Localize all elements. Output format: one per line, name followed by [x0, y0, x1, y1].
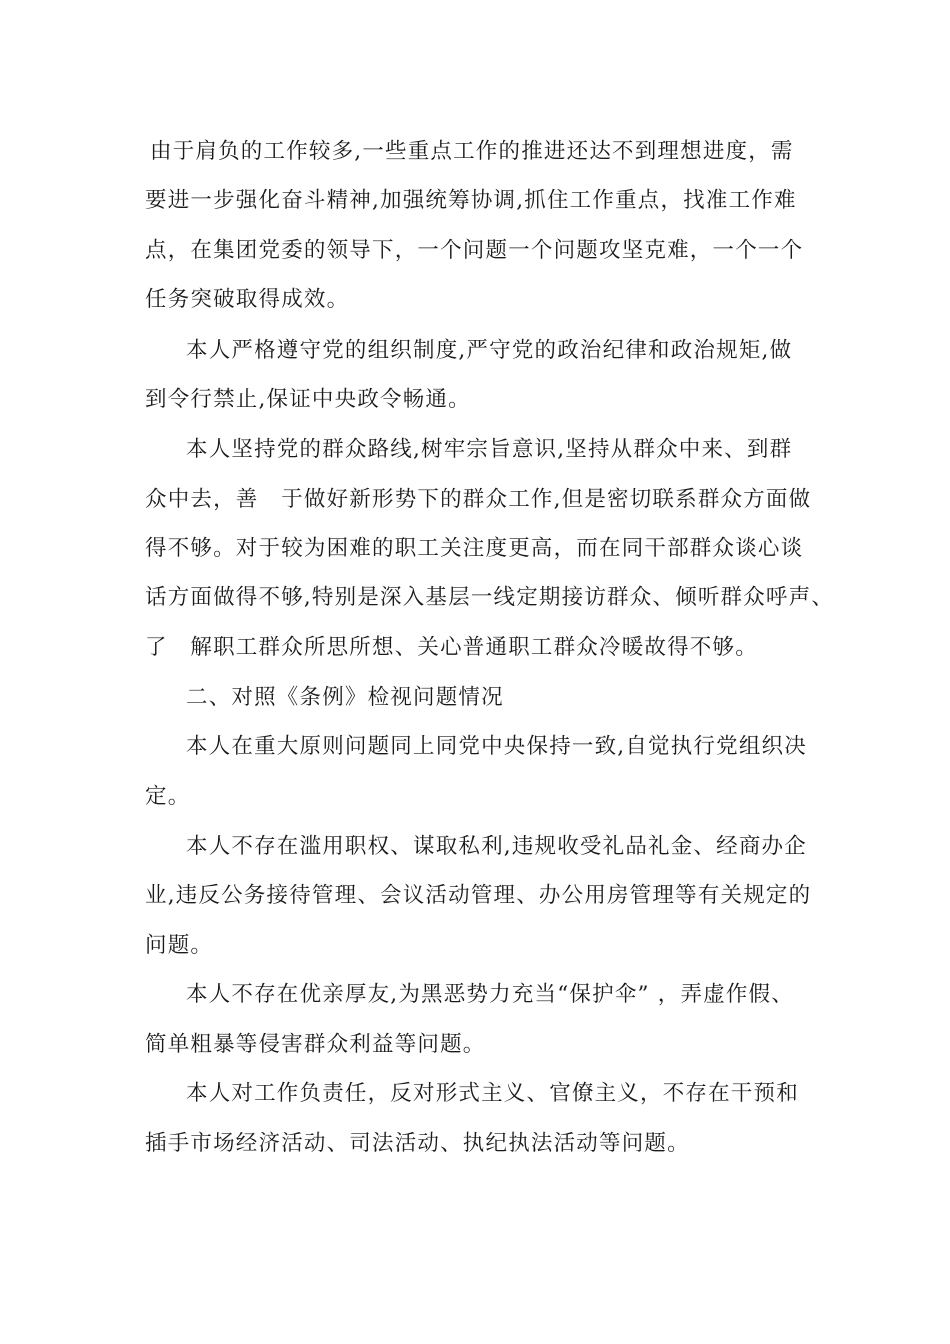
- text-line: 本人严格遵守党的组织制度,严守党的政治纪律和政治规矩,做: [186, 338, 793, 363]
- text-line: 点，在集团党委的领导下，一个问题一个问题攻坚克难，一个一个: [145, 238, 804, 263]
- text-line: 本人不存在滥用职权、谋取私利,违规收受礼品礼金、经商办企: [186, 834, 807, 859]
- text-line: 到令行禁止,保证中央政令畅通。: [145, 387, 471, 412]
- text-line: 问题。: [145, 933, 214, 958]
- section-heading: 二、对照《条例》检视问题情况: [186, 685, 504, 710]
- text-line: 话方面做得不够,特别是深入基层一线定期接访群众、倾听群众呼声、: [145, 585, 835, 610]
- text-line: 得不够。对于较为困难的职工关注度更高，而在同干部群众谈心谈: [145, 536, 804, 561]
- text-line: 了 解职工群众所思所想、关心普通职工群众冷暖故得不够。: [145, 635, 758, 660]
- text-line: 众中去，善 于做好新形势下的群众工作,但是密切联系群众方面做: [145, 487, 812, 512]
- text-line: 本人在重大原则问题同上同党中央保持一致,自觉执行党组织决: [186, 734, 807, 759]
- text-line: 业,违反公务接待管理、会议活动管理、办公用房管理等有关规定的: [145, 883, 812, 908]
- text-line: 定。: [145, 784, 191, 809]
- text-line: 本人对工作负责任，反对形式主义、官僚主义，不存在干预和: [186, 1081, 799, 1106]
- text-line: 本人坚持党的群众路线,树牢宗旨意识,坚持从群众中来、到群: [186, 437, 793, 462]
- text-line: 要进一步强化奋斗精神,加强统筹协调,抓住工作重点，找准工作难: [145, 188, 797, 213]
- text-line: 由于肩负的工作较多,一些重点工作的推进还达不到理想进度，需: [150, 139, 794, 164]
- text-line: 简单粗暴等侵害群众利益等问题。: [145, 1032, 486, 1057]
- text-line: 任务突破取得成效。: [145, 287, 350, 312]
- text-line: 插手市场经济活动、司法活动、执纪执法活动等问题。: [145, 1131, 690, 1156]
- text-line: 本人不存在优亲厚友,为黑恶势力充当“保护伞” ，弄虚作假、: [186, 982, 794, 1007]
